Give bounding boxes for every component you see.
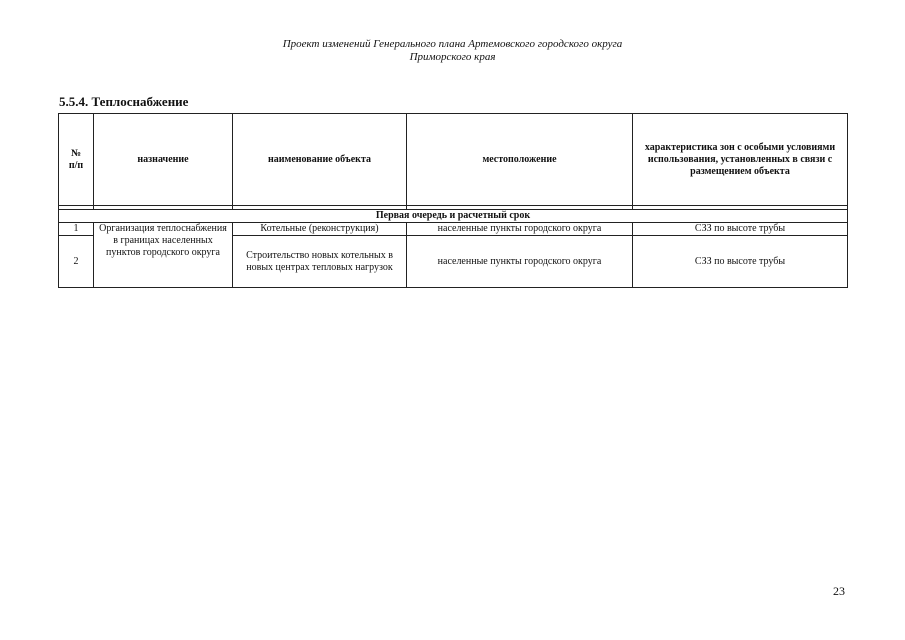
section-title: 5.5.4. Теплоснабжение — [59, 94, 189, 109]
zones-cell: СЗЗ по высоте трубы — [633, 223, 848, 236]
row-number: 2 — [59, 236, 94, 288]
location-cell: населенные пункты городского округа — [407, 223, 633, 236]
purpose-cell: Организация теплоснабжения в границах населенных пунктов городского округа — [94, 223, 233, 288]
column-header-purpose: назначение — [94, 114, 233, 206]
group-title: Первая очередь и расчетный срок — [59, 210, 848, 223]
heat-supply-table — [58, 113, 848, 288]
document-header — [0, 38, 905, 64]
location-cell: населенные пункты городского округа — [407, 236, 633, 288]
column-header-zones: характеристика зон с особыми условиями использования, установленных в связи с размещением объекта — [633, 114, 848, 206]
table-header-row — [59, 114, 848, 206]
column-header-object-name: наименование объекта — [233, 114, 407, 206]
header-line-1: Проект изменений Генерального плана Артемовского городского округа — [282, 38, 623, 50]
table-row — [59, 223, 848, 236]
header-line-2: Приморского края — [409, 51, 496, 63]
page-number: 23 — [833, 584, 845, 598]
column-header-location: местоположение — [407, 114, 633, 206]
group-title-row — [59, 210, 848, 223]
column-header-number: № п/п — [59, 114, 94, 206]
row-number: 1 — [59, 223, 94, 236]
object-name-cell: Котельные (реконструкция) — [233, 223, 407, 236]
object-name-cell: Строительство новых котельных в новых центрах тепловых нагрузок — [233, 236, 407, 288]
zones-cell: СЗЗ по высоте трубы — [633, 236, 848, 288]
